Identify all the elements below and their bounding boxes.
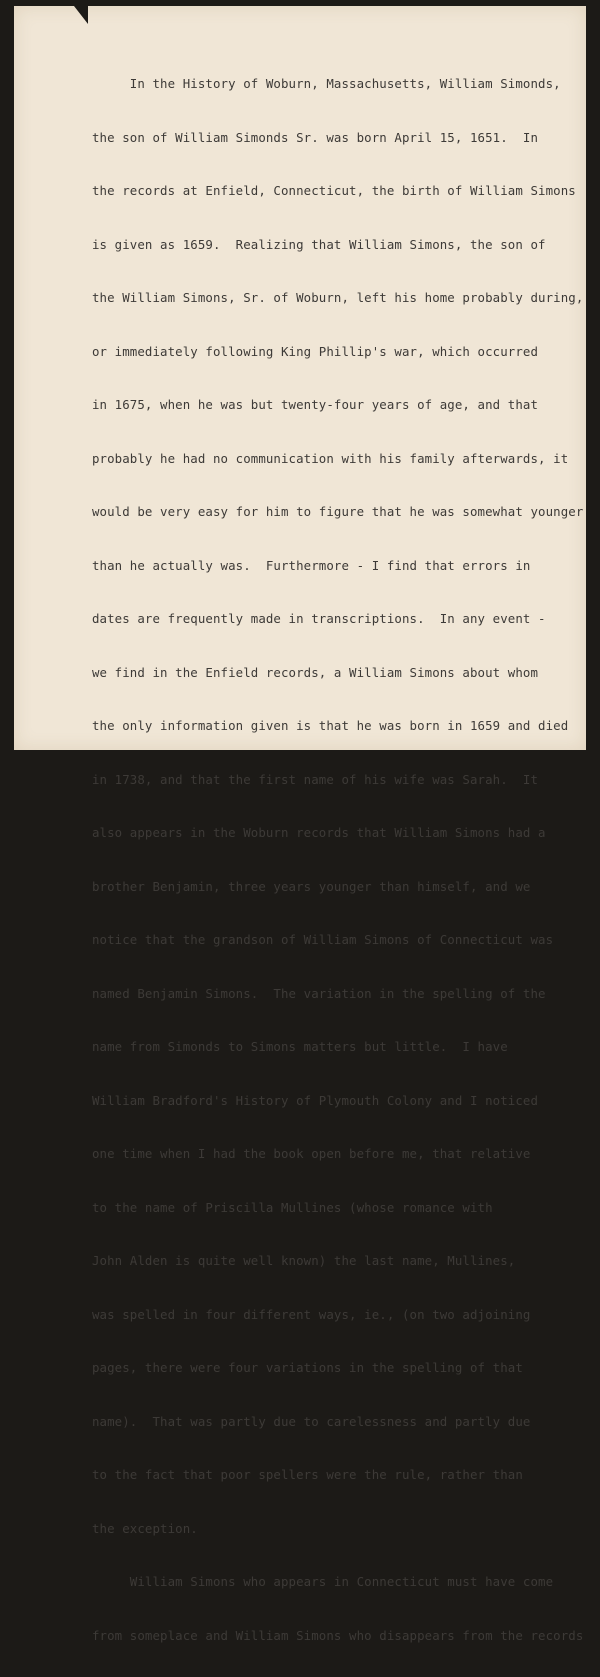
text-line: the William Simons, Sr. of Woburn, left his home probably during,: [92, 290, 584, 305]
text-line: is given as 1659. Realizing that William Simons, the son of: [92, 236, 546, 252]
text-line: one time when I had the book open before me, that relative: [92, 1146, 531, 1161]
text-line: brother Benjamin, three years younger than himself, and we: [92, 878, 531, 894]
text-line: named Benjamin Simons. The variation in the spelling of the: [92, 985, 546, 1001]
text-line: William Simons who appears in Connecticut must have come: [92, 1574, 554, 1589]
text-line: or immediately following King Phillip's war, which occurred: [92, 343, 539, 359]
text-line: the exception.: [92, 1520, 198, 1536]
text-line: would be very easy for him to figure that he was somewhat younger: [92, 504, 584, 519]
text-line: John Alden is quite well known) the last name, Mullines,: [92, 1253, 516, 1268]
text-line: was spelled in four different ways, ie., (on two adjoining: [92, 1306, 531, 1322]
text-line: we find in the Enfield records, a William Simons about whom: [92, 664, 539, 680]
text-line: from someplace and William Simons who disappears from the records: [92, 1627, 584, 1643]
text-line: in 1738, and that the first name of his wife was Sarah. It: [92, 771, 539, 787]
text-line: than he actually was. Furthermore - I find that errors in: [92, 557, 531, 573]
torn-corner: [74, 6, 88, 24]
text-line: dates are frequently made in transcriptions. In any event -: [92, 611, 546, 626]
text-line: notice that the grandson of William Simons of Connecticut was: [92, 932, 554, 947]
text-line: to the name of Priscilla Mullines (whose romance with: [92, 1199, 493, 1215]
text-line: in 1675, when he was but twenty-four years of age, and that: [92, 397, 539, 412]
text-line: William Bradford's History of Plymouth Colony and I noticed: [92, 1092, 539, 1108]
text-line: name). That was partly due to carelessness and partly due: [92, 1413, 531, 1429]
text-line: the records at Enfield, Connecticut, the birth of William Simons: [92, 183, 576, 198]
text-line: to the fact that poor spellers were the rule, rather than: [92, 1467, 523, 1482]
text-line: pages, there were four variations in the spelling of that: [92, 1360, 523, 1375]
text-line: In the History of Woburn, Massachusetts, William Simonds,: [92, 76, 561, 91]
text-line: probably he had no communication with his family afterwards, it: [92, 450, 569, 466]
text-line: the son of William Simonds Sr. was born April 15, 1651. In: [92, 129, 539, 145]
text-line: name from Simonds to Simons matters but little. I have: [92, 1039, 508, 1054]
typed-text-body: [92, 42, 584, 1677]
text-line: also appears in the Woburn records that William Simons had a: [92, 825, 546, 840]
text-line: the only information given is that he was born in 1659 and died: [92, 718, 569, 733]
